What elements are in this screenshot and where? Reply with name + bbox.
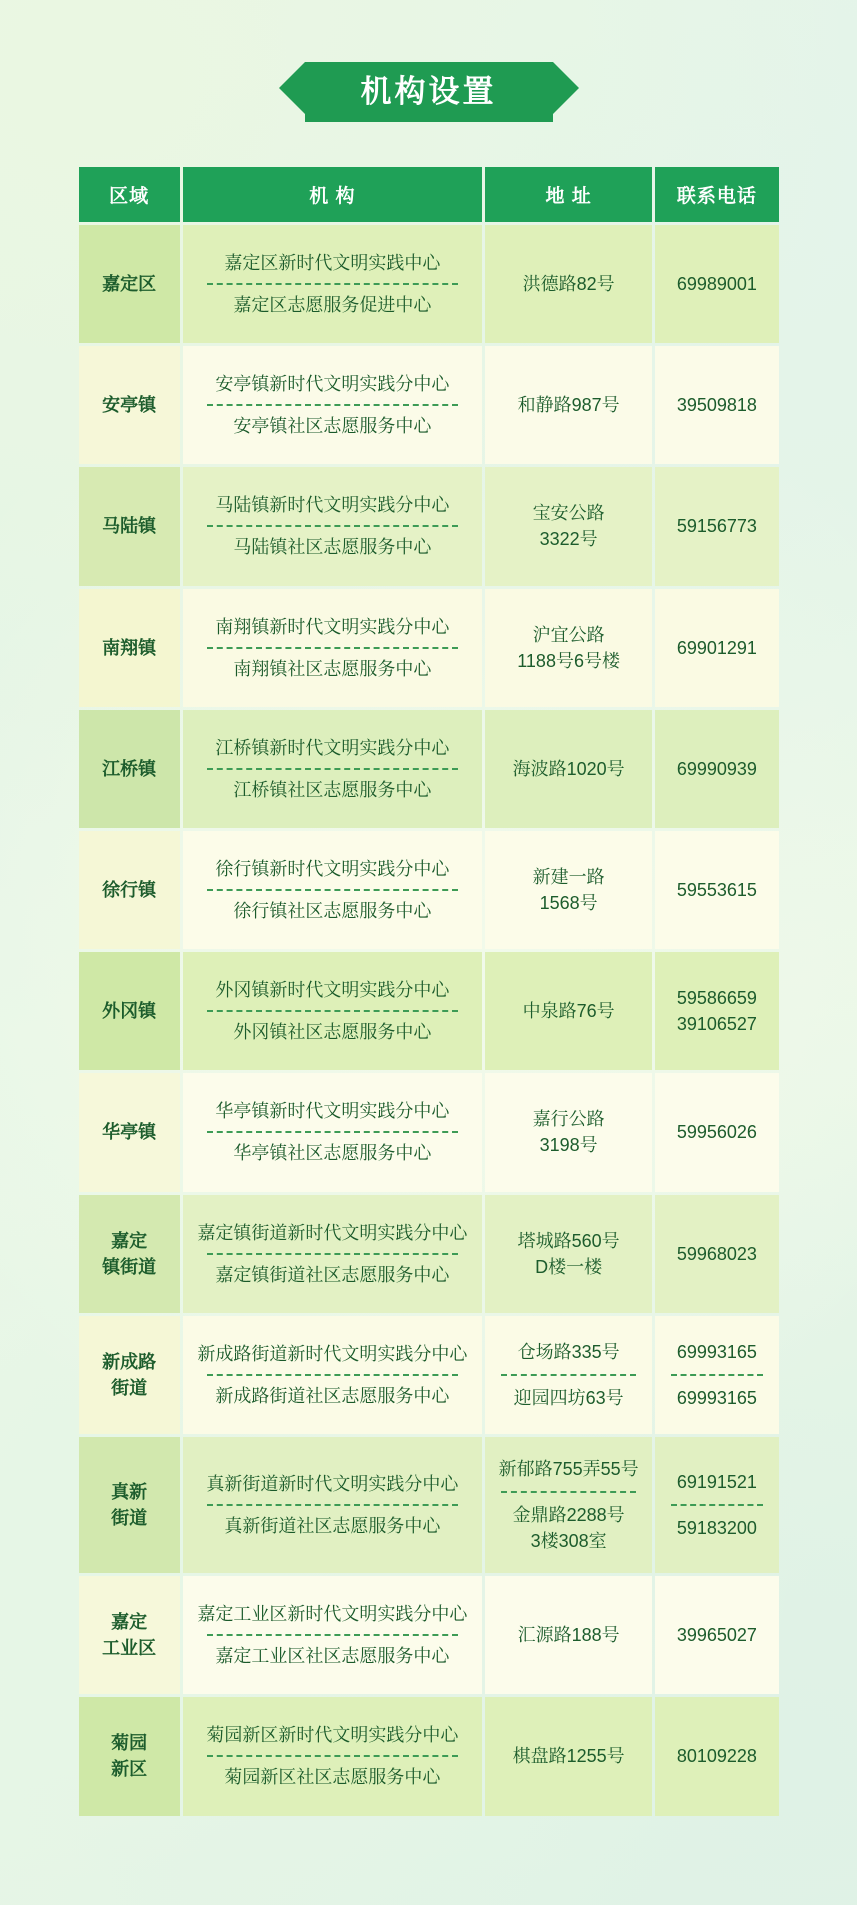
cell-area: 真新 街道 (79, 1437, 180, 1573)
table-row (79, 1576, 779, 1694)
cell-phone (655, 1316, 778, 1434)
cell-area: 安亭镇 (79, 346, 180, 464)
organization-line: 马陆镇新时代文明实践分中心 (215, 495, 450, 516)
cell-area: 南翔镇 (79, 589, 180, 707)
table-row (79, 1073, 779, 1191)
address-line: 金鼎路2288号 3楼308室 (512, 1504, 625, 1552)
cell-organization (183, 1437, 482, 1573)
table-header-row (79, 167, 779, 222)
organization-line: 南翔镇新时代文明实践分中心 (215, 616, 450, 637)
organization-line: 外冈镇新时代文明实践分中心 (215, 980, 450, 1001)
cell-organization (183, 1316, 482, 1434)
organization-line: 新成路街道社区志愿服务中心 (215, 1385, 450, 1406)
organization-line: 新成路街道新时代文明实践分中心 (197, 1343, 468, 1364)
table-row (79, 589, 779, 707)
cell-organization (183, 831, 482, 949)
address-line: 迎园四坊63号 (513, 1387, 624, 1408)
cell-phone: 39965027 (655, 1576, 778, 1694)
table-row (79, 831, 779, 949)
cell-area: 菊园 新区 (79, 1697, 180, 1815)
cell-address: 中泉路76号 (485, 952, 652, 1070)
cell-address: 塔城路560号 D楼一楼 (485, 1195, 652, 1313)
organization-line: 菊园新区新时代文明实践分中心 (206, 1725, 459, 1746)
cell-area: 嘉定区 (79, 225, 180, 343)
organization-line: 安亭镇新时代文明实践分中心 (215, 374, 450, 395)
organization-line: 菊园新区社区志愿服务中心 (224, 1767, 441, 1788)
organization-line: 嘉定工业区社区志愿服务中心 (215, 1646, 450, 1667)
cell-phone: 80109228 (655, 1697, 778, 1815)
table-header (79, 167, 779, 222)
organization-table (76, 164, 782, 1819)
organization-line: 南翔镇社区志愿服务中心 (233, 658, 432, 679)
organization-line: 真新街道新时代文明实践分中心 (206, 1473, 459, 1494)
cell-area: 马陆镇 (79, 467, 180, 585)
table-row (79, 952, 779, 1070)
column-header-address: 地 址 (485, 167, 652, 222)
column-header-area: 区域 (79, 167, 180, 222)
cell-organization (183, 346, 482, 464)
address-line: 仓场路335号 (517, 1341, 620, 1362)
organization-line: 徐行镇社区志愿服务中心 (233, 901, 432, 922)
organization-line: 外冈镇社区志愿服务中心 (233, 1022, 432, 1043)
cell-area: 嘉定 工业区 (79, 1576, 180, 1694)
phone-line: 69993165 (676, 1387, 757, 1408)
cell-phone: 69901291 (655, 589, 778, 707)
cell-organization (183, 225, 482, 343)
organization-line: 华亭镇新时代文明实践分中心 (215, 1101, 450, 1122)
cell-address: 沪宜公路 1188号6号楼 (485, 589, 652, 707)
cell-area: 嘉定 镇街道 (79, 1195, 180, 1313)
table-body (79, 225, 779, 1816)
table-container (0, 164, 857, 1889)
cell-phone: 59956026 (655, 1073, 778, 1191)
organization-line: 嘉定工业区新时代文明实践分中心 (197, 1604, 468, 1625)
cell-organization (183, 467, 482, 585)
cell-address: 新建一路 1568号 (485, 831, 652, 949)
phone-line: 69191521 (676, 1471, 757, 1492)
cell-address: 嘉行公路 3198号 (485, 1073, 652, 1191)
phone-line: 69993165 (676, 1341, 757, 1362)
cell-phone: 69989001 (655, 225, 778, 343)
cell-phone: 59586659 39106527 (655, 952, 778, 1070)
column-header-phone: 联系电话 (655, 167, 778, 222)
table-row (79, 225, 779, 343)
phone-line: 59183200 (676, 1518, 757, 1539)
cell-organization (183, 589, 482, 707)
table-row (79, 467, 779, 585)
cell-address: 棋盘路1255号 (485, 1697, 652, 1815)
page-title: 机构设置 (305, 62, 553, 122)
cell-organization (183, 1697, 482, 1815)
cell-area: 徐行镇 (79, 831, 180, 949)
table-row (79, 1316, 779, 1434)
cell-area: 新成路 街道 (79, 1316, 180, 1434)
cell-organization (183, 952, 482, 1070)
cell-phone: 39509818 (655, 346, 778, 464)
title-banner-wrap (0, 0, 857, 122)
organization-line: 嘉定镇街道新时代文明实践分中心 (197, 1222, 468, 1243)
cell-organization (183, 710, 482, 828)
organization-line: 安亭镇社区志愿服务中心 (233, 416, 432, 437)
cell-area: 江桥镇 (79, 710, 180, 828)
cell-phone: 59968023 (655, 1195, 778, 1313)
cell-organization (183, 1073, 482, 1191)
cell-address: 海波路1020号 (485, 710, 652, 828)
table-row (79, 346, 779, 464)
organization-line: 华亭镇社区志愿服务中心 (233, 1143, 432, 1164)
organization-line: 嘉定区志愿服务促进中心 (233, 295, 432, 316)
organization-line: 马陆镇社区志愿服务中心 (233, 537, 432, 558)
table-row (79, 1195, 779, 1313)
table-row (79, 1437, 779, 1573)
cell-phone: 69990939 (655, 710, 778, 828)
cell-phone (655, 1437, 778, 1573)
cell-area: 华亭镇 (79, 1073, 180, 1191)
cell-organization (183, 1576, 482, 1694)
organization-line: 嘉定镇街道社区志愿服务中心 (215, 1264, 450, 1285)
cell-organization (183, 1195, 482, 1313)
organization-line: 真新街道社区志愿服务中心 (224, 1516, 441, 1537)
cell-phone: 59553615 (655, 831, 778, 949)
organization-line: 江桥镇社区志愿服务中心 (233, 779, 432, 800)
cell-address (485, 1316, 652, 1434)
table-row (79, 1697, 779, 1815)
address-line: 新郁路755弄55号 (498, 1458, 639, 1479)
cell-address: 洪德路82号 (485, 225, 652, 343)
cell-address: 宝安公路 3322号 (485, 467, 652, 585)
organization-line: 嘉定区新时代文明实践中心 (224, 253, 441, 273)
cell-area: 外冈镇 (79, 952, 180, 1070)
column-header-organization: 机 构 (183, 167, 482, 222)
cell-phone: 59156773 (655, 467, 778, 585)
organization-line: 徐行镇新时代文明实践分中心 (215, 858, 450, 879)
cell-address: 和静路987号 (485, 346, 652, 464)
table-row (79, 710, 779, 828)
cell-address: 汇源路188号 (485, 1576, 652, 1694)
cell-address (485, 1437, 652, 1573)
organization-line: 江桥镇新时代文明实践分中心 (215, 737, 450, 758)
